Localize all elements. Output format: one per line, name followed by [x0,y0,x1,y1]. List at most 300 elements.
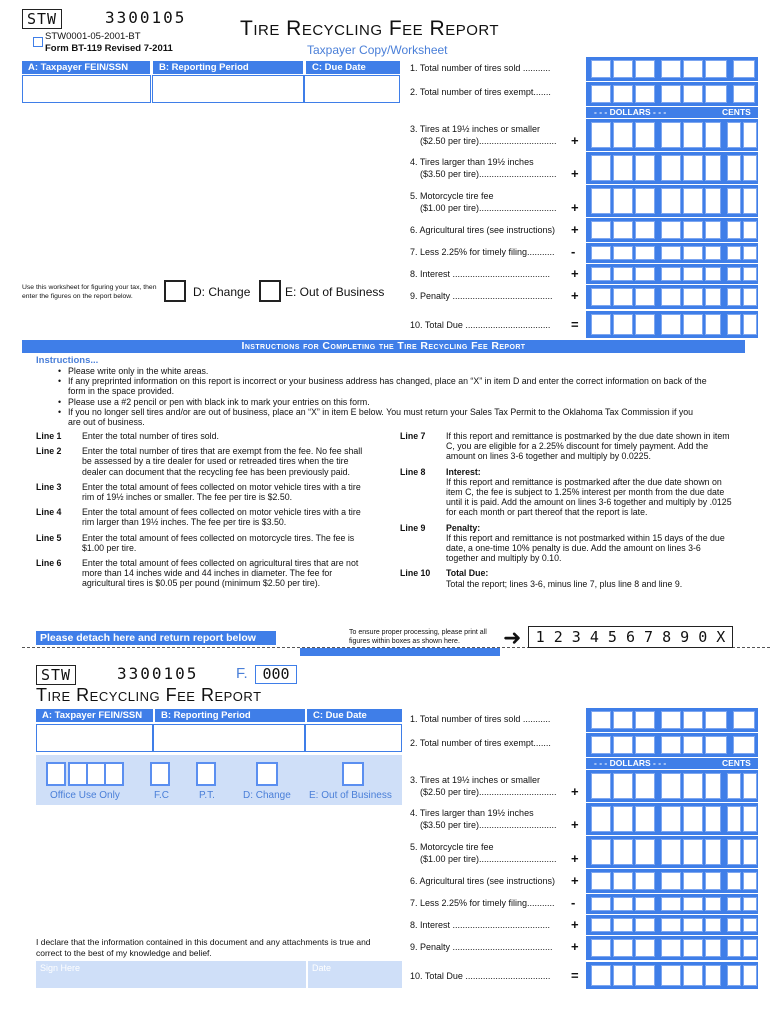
lower-line-2-entry[interactable] [586,733,758,757]
instruction-text: Enter the total amount of fees collected on agricultural tires that are not more than 14 inches wide and 44 inches in diameter. The fee for agricultural tires is $0.05 per pound (minimum $2.50 per tire). [82,558,359,589]
line-1-digit-box[interactable] [635,60,655,78]
lower-line-1-digit-box[interactable] [613,711,633,729]
instruction-text: Enter the total number of tires sold. [82,431,219,441]
line-8-digit-box[interactable] [705,267,721,281]
line-3-digit-box[interactable] [743,122,757,148]
lower-line-5-digit-box[interactable] [727,839,741,865]
lower-line-8-digit-box[interactable] [743,918,757,932]
lower-line-4-digit-box[interactable] [613,806,633,832]
instruction-item [36,507,370,527]
lower-line-5-digit-box[interactable] [743,839,757,865]
line-7-entry[interactable] [586,243,758,263]
declaration: I declare that the information contained in this document and any attachments is true and correct to the best of my knowledge and belief. [36,937,371,958]
line-8-digit-box[interactable] [661,267,681,281]
lower-line-5-digit-box[interactable] [613,839,633,865]
bullet-text: Please write only in the white areas. [68,366,209,376]
line-3-digit-box[interactable] [591,122,611,148]
line-7-digit-box[interactable] [661,246,681,260]
lower-line-5-digit-box[interactable] [661,839,681,865]
change-label: D: Change [193,285,251,299]
lower-line-4-digit-box[interactable] [635,806,655,832]
lower-line-2-digit-box[interactable] [683,736,703,754]
line-8-digit-box[interactable] [727,267,741,281]
line-9-digit-box[interactable] [727,288,741,306]
line-9-digit-box[interactable] [683,288,703,306]
worksheet-note: Use this worksheet for figuring your tax, then enter the figures on the report below. [22,284,157,300]
lower-line-8-sign: + [571,917,579,932]
line-1-digit-box[interactable] [613,60,633,78]
instruction-item [36,482,370,502]
lower-line-7-label: 7. Less 2.25% for timely filing........... [410,898,555,908]
lower-line-9-digit-box[interactable] [705,939,721,957]
lower-period-field[interactable] [153,724,305,752]
lower-line-5-digit-box[interactable] [635,839,655,865]
dollars-header [586,107,758,118]
line-5-digit-box[interactable] [683,188,703,214]
instruction-item [400,467,733,518]
page-subtitle: Taxpayer Copy/Worksheet [307,43,448,57]
instruction-text: If this report and remittance is not postmarked within 15 days of the due date, a one-time 10% penalty is due. Add the amount on lines 3-6 together and multiply by 0.10. [446,532,725,564]
instruction-line-label: Line 1 [36,431,62,441]
instruction-title: Penalty: [446,522,481,533]
line-9-digit-box[interactable] [705,288,721,306]
line-2-digit-box[interactable] [613,85,633,103]
lower-line-3-digit-box[interactable] [613,773,633,799]
line-4-rate: ($3.50 per tire)............................... [420,169,557,179]
line-6-entry[interactable] [586,218,758,242]
dollars-label: - - - DOLLARS - - - [594,107,667,117]
lower-line-1-digit-box[interactable] [683,711,703,729]
lower-line-9-digit-box[interactable] [591,939,611,957]
line-10-digit-box[interactable] [743,314,757,335]
line-5-digit-box[interactable] [705,188,721,214]
form-line: Form BT-119 Revised 7-2011 [45,43,173,54]
lower-line-1-digit-box[interactable] [591,711,611,729]
line-9-digit-box[interactable] [743,288,757,306]
fein-field[interactable] [22,75,151,103]
pt-box [196,762,216,786]
line-4-label: 4. Tires larger than 19½ inches [410,157,534,167]
line-9-digit-box[interactable] [661,288,681,306]
lower-line-9-sign: + [571,939,579,954]
line-5-digit-box[interactable] [743,188,757,214]
line-2-digit-box[interactable] [705,85,727,103]
lower-line-4-digit-box[interactable] [591,806,611,832]
line-10-entry[interactable] [586,311,758,338]
lower-line-3-digit-box[interactable] [727,773,741,799]
line-4-digit-box[interactable] [591,155,611,181]
line-9-digit-box[interactable] [591,288,611,306]
line-7-digit-box[interactable] [743,246,757,260]
line-3-digit-box[interactable] [635,122,655,148]
lower-line-7-digit-box[interactable] [613,897,633,911]
line-6-digit-box[interactable] [661,221,681,239]
lower-change-label: D: Change [243,790,291,801]
period-field[interactable] [152,75,304,103]
instruction-bullet [58,376,708,396]
lower-line-3-digit-box[interactable] [683,773,703,799]
fc-box [150,762,170,786]
lower-line-1-label: 1. Total number of tires sold ........... [410,714,551,724]
lower-line-6-digit-box[interactable] [743,872,757,890]
line-8-digit-box[interactable] [743,267,757,281]
line-10-digit-box[interactable] [683,314,703,335]
pt-label: P.T. [199,790,215,801]
line-2-digit-box[interactable] [635,85,655,103]
line-6-digit-box[interactable] [683,221,703,239]
lower-line-9-digit-box[interactable] [613,939,633,957]
signature-field[interactable] [36,961,306,988]
instruction-bullet [58,397,708,407]
office-box-1 [46,762,66,786]
line-10-label: 10. Total Due .................................. [410,320,551,330]
line-5-digit-box[interactable] [613,188,633,214]
line-4-sign: + [571,166,579,181]
line-8-entry[interactable] [586,264,758,284]
line-7-digit-box[interactable] [705,246,721,260]
line-7-digit-box[interactable] [635,246,655,260]
lower-line-7-digit-box[interactable] [591,897,611,911]
lower-line-3-digit-box[interactable] [661,773,681,799]
line-9-label: 9. Penalty ........................................ [410,291,553,301]
due-date-header: C: Due Date [306,61,400,74]
instruction-item [36,431,370,441]
lower-line-7-entry[interactable] [586,894,758,914]
period-header: B: Reporting Period [153,61,303,74]
lower-line-4-label: 4. Tires larger than 19½ inches [410,808,534,818]
line-10-digit-box[interactable] [727,314,741,335]
bullet-text: If any preprinted information on this report is incorrect or your business address has changed, place an “X” in item D and enter the correct information on back of the form in the space provided. [68,376,707,397]
line-10-sign: = [571,317,579,332]
lower-line-1-entry[interactable] [586,708,758,732]
lower-line-8-digit-box[interactable] [613,918,633,932]
lower-line-8-digit-box[interactable] [591,918,611,932]
lower-line-4-digit-box[interactable] [705,806,721,832]
line-3-entry[interactable] [586,119,758,151]
bullet-text: Please use a #2 pencil or pen with black ink to mark your entries on this form. [68,396,370,407]
lower-line-7-digit-box[interactable] [683,897,703,911]
line-6-digit-box[interactable] [591,221,611,239]
lower-line-8-label: 8. Interest ....................................... [410,920,551,930]
lower-line-2-digit-box[interactable] [705,736,727,754]
line-3-digit-box[interactable] [661,122,681,148]
lower-out-checkbox[interactable] [342,762,364,786]
lower-line-4-digit-box[interactable] [727,806,741,832]
line-4-digit-box[interactable] [683,155,703,181]
sample-digits: 1 2 3 4 5 6 7 8 9 0 X [528,626,733,648]
line-5-rate: ($1.00 per tire)............................... [420,203,557,213]
line-10-digit-box[interactable] [613,314,633,335]
instruction-item [400,431,733,462]
lower-line-10-digit-box[interactable] [727,965,741,986]
lower-line-7-digit-box[interactable] [705,897,721,911]
due-date-field[interactable] [304,75,400,103]
lower-line-6-digit-box[interactable] [635,872,655,890]
lower-line-10-sign: = [571,968,579,983]
lower-line-6-digit-box[interactable] [613,872,633,890]
lower-line-7-digit-box[interactable] [661,897,681,911]
line-1-digit-box[interactable] [661,60,681,78]
bullet-icon: • [58,376,62,387]
lower-line-5-entry[interactable] [586,836,758,868]
instruction-line-label: Line 10 [400,568,431,579]
line-5-digit-box[interactable] [727,188,741,214]
lower-line-5-label: 5. Motorcycle tire fee [410,842,494,852]
lower-line-9-digit-box[interactable] [727,939,741,957]
line-5-digit-box[interactable] [635,188,655,214]
lower-line-9-digit-box[interactable] [635,939,655,957]
line-1-digit-box[interactable] [733,60,755,78]
line-3-digit-box[interactable] [705,122,721,148]
line-5-label: 5. Motorcycle tire fee [410,191,494,201]
lower-line-3-rate: ($2.50 per tire)............................... [420,787,557,797]
line-3-digit-box[interactable] [727,122,741,148]
checkbox-icon[interactable] [33,37,43,47]
line-9-digit-box[interactable] [613,288,633,306]
lower-line-7-digit-box[interactable] [743,897,757,911]
line-8-digit-box[interactable] [613,267,633,281]
lower-line-8-digit-box[interactable] [635,918,655,932]
lower-line-5-digit-box[interactable] [705,839,721,865]
line-7-digit-box[interactable] [591,246,611,260]
lower-line-4-digit-box[interactable] [743,806,757,832]
lower-change-checkbox[interactable] [256,762,278,786]
right-instructions [400,431,733,594]
lower-line-10-digit-box[interactable] [683,965,703,986]
instruction-line-label: Line 5 [36,532,62,543]
lower-line-9-digit-box[interactable] [661,939,681,957]
lower-line-6-digit-box[interactable] [591,872,611,890]
line-9-digit-box[interactable] [635,288,655,306]
lower-line-4-sign: + [571,817,579,832]
print-note: To ensure proper processing, please print all figures within boxes as shown here. [349,629,487,645]
line-6-digit-box[interactable] [743,221,757,239]
bullet-icon: • [58,406,62,417]
line-5-digit-box[interactable] [591,188,611,214]
lower-line-1-digit-box[interactable] [733,711,755,729]
lower-form-code: 3300105 [117,664,199,683]
lower-line-6-digit-box[interactable] [683,872,703,890]
lower-line-10-digit-box[interactable] [635,965,655,986]
office-box-3 [86,762,106,786]
detach-label: Please detach here and return report below [36,631,276,645]
lower-line-3-digit-box[interactable] [591,773,611,799]
lower-out-label: E: Out of Business [309,790,392,801]
bullet-icon: • [58,366,62,376]
instruction-line-label: Line 9 [400,522,426,533]
instruction-text: Enter the total amount of fees collected on motor vehicle tires with a tire rim larger than 19½ inches. The fee per tire is $3.50. [82,507,361,528]
lower-line-10-digit-box[interactable] [613,965,633,986]
lower-line-6-sign: + [571,873,579,888]
line-2-digit-box[interactable] [661,85,681,103]
line-4-digit-box[interactable] [635,155,655,181]
line-7-digit-box[interactable] [613,246,633,260]
lower-line-7-digit-box[interactable] [727,897,741,911]
instruction-bullets [58,366,708,427]
lower-line-1-digit-box[interactable] [635,711,655,729]
line-6-digit-box[interactable] [705,221,721,239]
line-7-digit-box[interactable] [683,246,703,260]
line-2-digit-box[interactable] [591,85,611,103]
lower-line-10-entry[interactable] [586,962,758,989]
lower-line-10-digit-box[interactable] [705,965,721,986]
lower-line-6-label: 6. Agricultural tires (see instructions) [410,876,556,886]
lower-line-10-digit-box[interactable] [661,965,681,986]
line-9-sign: + [571,288,579,303]
bullet-text: If you no longer sell tires and/or are out of business, place an “X” in item E below. You must return your Sales Tax Permit to the Oklahoma Tax Commission if you are out of business. [68,406,694,428]
lower-line-1-digit-box[interactable] [705,711,727,729]
line-2-entry[interactable] [586,82,758,106]
line-4-digit-box[interactable] [743,155,757,181]
lower-line-7-digit-box[interactable] [635,897,655,911]
lower-title: Tire Recycling Fee Report [36,685,262,705]
line-2-digit-box[interactable] [683,85,703,103]
instruction-item [36,533,370,553]
instruction-text: If this report and remittance is postmarked after the due date shown on item C, the fee is subject to 1.25% interest per month from the due date until it is paid. Add the amount on lines 3-6 together and multiply by .0125 for each month or part thereof that the report is late. [446,476,732,518]
line-10-digit-box[interactable] [705,314,721,335]
line-6-digit-box[interactable] [727,221,741,239]
lower-line-9-entry[interactable] [586,936,758,960]
line-6-label: 6. Agricultural tires (see instructions) [410,225,556,235]
line-3-label: 3. Tires at 19½ inches or smaller [410,124,541,134]
lower-line-10-label: 10. Total Due .................................. [410,971,551,981]
lower-line-1-digit-box[interactable] [661,711,681,729]
lower-line-2-digit-box[interactable] [635,736,655,754]
f-label: F. [236,665,248,682]
line-6-digit-box[interactable] [635,221,655,239]
instruction-text: If this report and remittance is postmarked by the due date shown in item C, you are eligible for a 2.25% discount for timely payment. Add the amount on lines 3-6 together and multiply by 0.0225. [446,431,730,462]
lower-stw-box: STW [36,665,76,685]
line-1-digit-box[interactable] [705,60,727,78]
lower-line-4-digit-box[interactable] [661,806,681,832]
line-8-digit-box[interactable] [591,267,611,281]
line-10-digit-box[interactable] [661,314,681,335]
instruction-item [36,446,370,477]
line-8-sign: + [571,266,579,281]
line-6-digit-box[interactable] [613,221,633,239]
lower-line-6-digit-box[interactable] [705,872,721,890]
line-2-digit-box[interactable] [733,85,755,103]
lower-line-6-digit-box[interactable] [661,872,681,890]
lower-line-2-digit-box[interactable] [591,736,611,754]
line-8-digit-box[interactable] [635,267,655,281]
instruction-line-label: Line 7 [400,431,426,441]
line-10-digit-box[interactable] [591,314,611,335]
left-instructions [36,431,370,594]
lower-line-9-digit-box[interactable] [743,939,757,957]
lower-line-2-digit-box[interactable] [613,736,633,754]
lower-line-3-digit-box[interactable] [705,773,721,799]
fc-label: F.C [154,790,169,801]
line-5-digit-box[interactable] [661,188,681,214]
lower-due-date-field[interactable] [305,724,402,752]
line-7-sign: - [571,244,576,259]
lower-line-3-entry[interactable] [586,770,758,802]
line-4-digit-box[interactable] [705,155,721,181]
instruction-line-label: Line 6 [36,558,62,569]
lower-line-9-label: 9. Penalty ........................................ [410,942,553,952]
sign-here-label: Sign Here [40,963,81,973]
lower-line-8-digit-box[interactable] [661,918,681,932]
instruction-bullet [58,407,708,427]
line-7-label: 7. Less 2.25% for timely filing........... [410,247,555,257]
form-code: 3300105 [105,8,187,27]
line-9-entry[interactable] [586,285,758,309]
instruction-line-label: Line 3 [36,481,62,492]
lower-line-5-digit-box[interactable] [591,839,611,865]
line-4-entry[interactable] [586,152,758,184]
out-of-business-label: E: Out of Business [285,285,385,299]
lower-line-2-label: 2. Total number of tires exempt....... [410,738,551,748]
lower-due-date-header: C: Due Date [307,709,402,722]
lower-line-5-sign: + [571,851,579,866]
line-4-digit-box[interactable] [613,155,633,181]
lower-line-10-digit-box[interactable] [591,965,611,986]
lower-line-4-entry[interactable] [586,803,758,835]
lower-line-7-sign: - [571,895,576,910]
line-1-digit-box[interactable] [683,60,703,78]
lower-line-5-digit-box[interactable] [683,839,703,865]
lower-line-2-digit-box[interactable] [733,736,755,754]
change-checkbox[interactable] [164,280,186,302]
line-1-label: 1. Total number of tires sold ........... [410,63,551,73]
line-4-digit-box[interactable] [661,155,681,181]
line-3-digit-box[interactable] [613,122,633,148]
line-2-label: 2. Total number of tires exempt....... [410,87,551,97]
lower-line-3-digit-box[interactable] [635,773,655,799]
line-6-sign: + [571,222,579,237]
instruction-text: Enter the total amount of fees collected on motorcycle tires. The fee is $1.00 per tire. [82,532,355,553]
line-1-entry[interactable] [586,57,758,81]
line-10-digit-box[interactable] [635,314,655,335]
lower-line-2-digit-box[interactable] [661,736,681,754]
lower-dollars-label: - - - DOLLARS - - - [594,758,667,768]
instructions-heading: Instructions... [36,355,99,366]
bullet-icon: • [58,396,62,407]
lower-line-8-digit-box[interactable] [727,918,741,932]
line-8-digit-box[interactable] [683,267,703,281]
instruction-item [400,523,733,564]
lower-line-8-digit-box[interactable] [705,918,721,932]
lower-line-8-entry[interactable] [586,915,758,935]
date-label: Date [312,963,332,973]
line-3-digit-box[interactable] [683,122,703,148]
lower-line-10-digit-box[interactable] [743,965,757,986]
instruction-line-label: Line 4 [36,507,62,518]
line-1-digit-box[interactable] [591,60,611,78]
lower-line-9-digit-box[interactable] [683,939,703,957]
line-7-digit-box[interactable] [727,246,741,260]
date-field[interactable] [306,961,402,988]
out-of-business-checkbox[interactable] [259,280,281,302]
lower-fein-field[interactable] [36,724,153,752]
lower-line-4-digit-box[interactable] [683,806,703,832]
instruction-title: Interest: [446,466,481,477]
line-3-rate: ($2.50 per tire)............................... [420,136,557,146]
lower-line-6-entry[interactable] [586,869,758,893]
instruction-item [36,558,370,589]
page-title: Tire Recycling Fee Report [240,17,500,40]
instruction-line-label: Line 8 [400,466,426,477]
instruction-text: Total the report; lines 3-6, minus line 7, plus line 8 and line 9. [446,578,683,589]
lower-line-6-digit-box[interactable] [727,872,741,890]
lower-line-4-rate: ($3.50 per tire)............................... [420,820,557,830]
line-5-entry[interactable] [586,185,758,217]
lower-line-8-digit-box[interactable] [683,918,703,932]
f-value: 000 [255,665,297,684]
lower-line-3-digit-box[interactable] [743,773,757,799]
line-4-digit-box[interactable] [727,155,741,181]
